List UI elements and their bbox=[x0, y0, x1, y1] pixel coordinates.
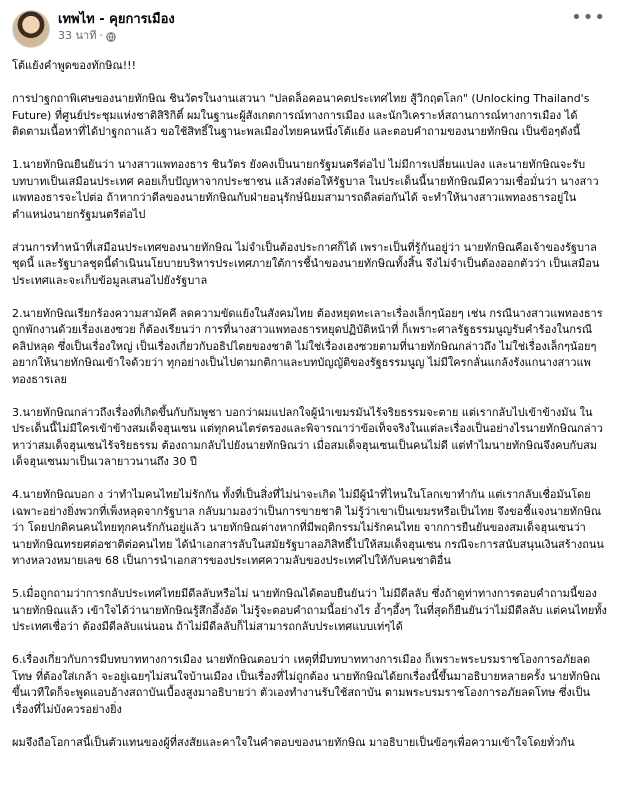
post-paragraph: 5.เมื่อถูกถามว่าการกลับประเทศไทยมีดีลลับหรือไม่ นายทักษิณได้ตอบยืนยันว่า ไม่มีดีลลับ ซึ่งถ้าดูท่าทางการตอบคำถามนี้ของนายทักษิณแล้ว เข้าใจได้ว่านายทักษิณรู้สึกอึ้งอัด ไม่รู้จะตอบคำถามนี้อย่างไร อ้ำๆอึ้งๆ ในที่สุดก็ยืนยันว่าไม่มีดีลลับ แต่คนไทยทั้งประเทศเชื่อว่า ต้องมีดีลลับแน่นอน ถ้าไม่มีดีลลับก็ไม่สามารถกลับประเทศแบบเท่ๆได้ bbox=[12, 587, 607, 633]
avatar[interactable] bbox=[12, 10, 50, 48]
post-paragraph: 4.นายทักษิณบอก ง ว่าทำไมคนไทยไม่รักกัน ทั้งที่เป็นสิ่งที่ไม่น่าจะเกิด ไม่มีผู้นำที่ไหนในโลกเขาทำกัน แต่เรากลับเชื่อมันโดยเฉพาะอย่างยิ่งพวกที่เพ็งหลุดจากรัฐบาล กลับมามองว่าเป็นการขายชาติ ไม่รู้ว่าเขาเป็นเขมรหรือเป็นไทย จึงขอชี้แจงนายทักษิณว่า โดยปกติคนคนไทยทุกคนรักกันอยู่แล้ว นายทักษิณต่างหากที่มีพฤติกรรมไม่รักคนไทย จากการยืนยันของสมเด็จฮุนเซนว่า นายทักษิณทรยศต่อชาติต่อคนไทย ได้นำเอกสารลับในสมัยรัฐบาลอภิสิทธิ์ไปให้สมเด็จฮุนเซน กรณีจะการสนับสนุนเงินสร้างถนนทางหลวงหมายเลข 68 เป็นการนำเอกสารของประเทศความลับของประเทศไปให้กับคนชาติอื่น bbox=[12, 488, 604, 567]
post-timeline bbox=[58, 28, 175, 44]
post-paragraph: 6.เรื่องเกี่ยวกับการมีบทบาททางการเมือง นายทักษิณตอบว่า เหตุที่มีบทบาททางการเมือง ก็เพราะพระบรมราชโองการอภัยลดโทษ ที่ต้องใส่เกล้า จะอยู่เฉยๆไม่สนใจบ้านเมือง เป็นเรื่องที่ไม่ถูกต้อง นายทักษิณได้ยกเรื่องนี้ขึ้นมาอธิบายหลายครั้ง นายทักษิณขึ้นเวทีใดก็จะพูดแอบอ้างสถาบันเบื้องสูงมาอธิบายว่า ตัวเองทำงานรับใช้สถาบัน ตามพระบรมราชโองการอภัยลดโทษ ซึ่งเป็นเรื่องที่ไม่บังควรอย่างยิ่ง bbox=[12, 653, 601, 716]
post-paragraph: การปาฐกถาพิเศษของนายทักษิณ ชินวัตรในงานเสวนา "ปลดล็อคอนาคตประเทศไทย สู้วิกฤตโลก" (Unlocking Thailand's Future) ที่ศูนย์ประชุมแห่งชาติสิริกิติ์ ผมในฐานะผู้สังเกตการณ์ทางการเมือง และนักวิเคราะห์สถานการณ์ทางการเมือง ได้ติดตามเนื้อหาที่ได้ปาฐกถาแล้ว ขอใช้สิทธิ์ในฐานะพลเมืองไทยคนหนึ่งโต้แย้ง และตอบคำถามของนายทักษิณ เป็นข้อๆดังนี้ bbox=[12, 92, 590, 138]
globe-icon bbox=[106, 31, 116, 41]
post-paragraph: 1.นายทักษิณยืนยันว่า นางสาวแพทองธาร ชินวัตร ยังคงเป็นนายกรัฐมนตรีต่อไป ไม่มีการเปลี่ยนแปลง และนายทักษิณจะรับบทบาทเป็นเสมือนประเทศ คอยเก็บปัญหาจากประชาชน แล้วส่งต่อให้รัฐบาล ในประเด็นนี้นายทักษิณมีความเชื่อมั่นว่า นางสาวแพทองธารจะไปต่อ ถ้าหากว่าดีลของนายทักษิณกับฝ่ายอนุรักษ์นิยมสามารถดีลต่อกันได้ จะทำให้นางสาวแพทองธารอยู่ในตำแหน่งนายกรัฐมนตรีต่อไป bbox=[12, 158, 599, 221]
post-paragraph: โต้แย้งคำพูดของทักษิณ!!! bbox=[12, 59, 136, 72]
author-name[interactable]: เทพไท - คุยการเมือง bbox=[58, 12, 175, 27]
post-meta bbox=[58, 10, 175, 44]
post-paragraph: 2.นายทักษิณเรียกร้องความสามัคคี ลดความขัดแย้งในสังคมไทย ต้องหยุดทะเลาะเรื่องเล็กๆน้อยๆ เช่น กรณีนางสาวแพทองธารถูกพักงานด้วยเรื่องเฮงซวย ก็ต้องเรียนว่า การที่นางสาวแพทองธารหยุดปฏิบัติหน้าที่ ก็เพราะศาลรัฐธรรมนูญรับคำร้องในกรณีคลิปหลุด ซึ่งเป็นเรื่องใหญ่ เป็นเรื่องเกี่ยวกับอธิปไตยของชาติ ไม่ใช่เรื่องเฮงซวยตามที่นายทักษิณกล่าวถึง ไม่ใช่เรื่องเล็กๆน้อยๆ อยากให้นายทักษิณเข้าใจด้วยว่า ทุกอย่างเป็นไปตามกติกาและบทบัญญัติของรัฐธรรมนูญ ไม่มีใครกลั่นแกล้งรังแกนางสาวแพทองธารเลย bbox=[12, 306, 603, 386]
post-time[interactable]: 33 นาที bbox=[58, 29, 97, 42]
post-paragraph: 3.นายทักษิณกล่าวถึงเรื่องที่เกิดขึ้นกับกัมพูชา บอกว่าผมแปลกใจผู้นำเขมรมันไร้จริยธรรมจะตาย แต่เรากลับไปเข้าข้างมัน ในประเด็นนี้ไม่มีใครเข้าข้างสมเด็จฮุนเซน แต่ทุกคนไตร่ตรองและพิจารณาว่าข้อเท็จจริงในแต่ละเรื่องเป็นอย่างไรนายทักษิณกล่าวหาว่าสมเด็จฮุนเซนไร้จริยธรรม ต้องถามกลับไปยังนายทักษิณว่า เมื่อสมเด็จฮุนเซนเป็นคนไม่ดี แต่ทำไมนายทักษิณจึงคบกับสมเด็จฮุนเซนมาเป็นเวลายาวนานถึง 30 ปี bbox=[12, 405, 603, 468]
post-header bbox=[12, 7, 608, 54]
more-options-button[interactable]: ••• bbox=[571, 7, 606, 28]
post-paragraph: ส่วนการทำหน้าที่เสมือนประเทศของนายทักษิณ ไม่จำเป็นต้องประกาศก็ได้ เพราะเป็นที่รู้กันอยู่ว่า นายทักษิณคือเจ้าของรัฐบาลชุดนี้ และรัฐบาลชุดนี้ดำเนินนโยบายบริหารประเทศภายใต้การชี้นำของนายทักษิณทั้งสิ้น จึงไม่จำเป็นต้องออกตัวว่า เป็นเสมือนประเทศและจะเก็บข้อมูลเสนอไปยังรัฐบาล bbox=[12, 240, 600, 287]
post-paragraph: ผมจึงถือโอกาสนี้เป็นตัวแทนของผู้ที่สงสัยและคาใจในคำตอบของนายทักษิณ มาอธิบายเป็นข้อๆเพื่อความเข้าใจโดยทั่วกัน bbox=[12, 735, 575, 749]
separator: · bbox=[99, 29, 103, 42]
post-body bbox=[12, 58, 608, 751]
